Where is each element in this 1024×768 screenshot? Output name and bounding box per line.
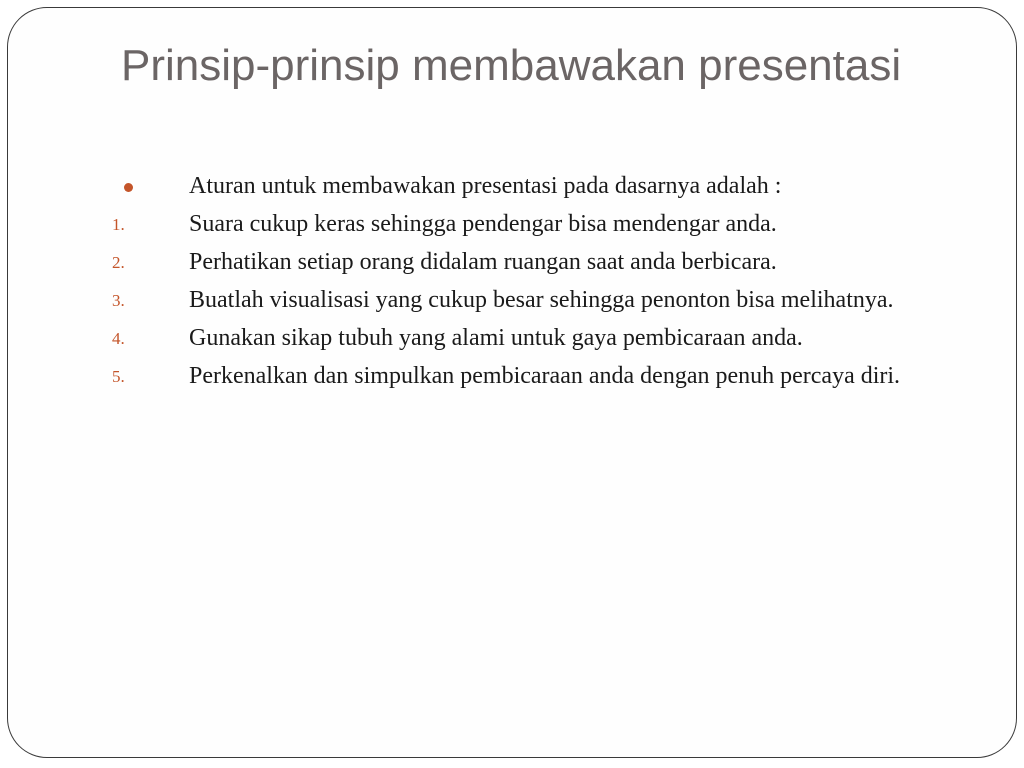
list-item bbox=[112, 324, 972, 353]
list-number: 1. bbox=[112, 215, 125, 234]
bullet-dot-icon bbox=[124, 183, 133, 192]
list-item-text: Buatlah visualisasi yang cukup besar sehingga penonton bisa melihatnya. bbox=[189, 287, 894, 313]
slide-content bbox=[112, 172, 972, 400]
list-item bbox=[112, 248, 972, 277]
list-item-text: Perhatikan setiap orang didalam ruangan saat anda berbicara. bbox=[189, 249, 777, 275]
slide-title: Prinsip-prinsip membawakan presentasi bbox=[121, 41, 902, 90]
list-number: 2. bbox=[112, 253, 125, 272]
list-item bbox=[112, 210, 972, 239]
list-item-text: Gunakan sikap tubuh yang alami untuk gaya pembicaraan anda. bbox=[189, 325, 803, 351]
slide-frame bbox=[7, 7, 1017, 758]
list-item-text: Suara cukup keras sehingga pendengar bisa mendengar anda. bbox=[189, 211, 777, 237]
list-number: 4. bbox=[112, 329, 125, 348]
list-number: 5. bbox=[112, 367, 125, 386]
list-item bbox=[112, 286, 972, 315]
intro-bullet bbox=[112, 172, 972, 201]
list-number: 3. bbox=[112, 291, 125, 310]
list-item-text: Perkenalkan dan simpulkan pembicaraan anda dengan penuh percaya diri. bbox=[189, 363, 901, 389]
list-item bbox=[112, 362, 972, 391]
intro-text: Aturan untuk membawakan presentasi pada dasarnya adalah : bbox=[189, 173, 782, 199]
